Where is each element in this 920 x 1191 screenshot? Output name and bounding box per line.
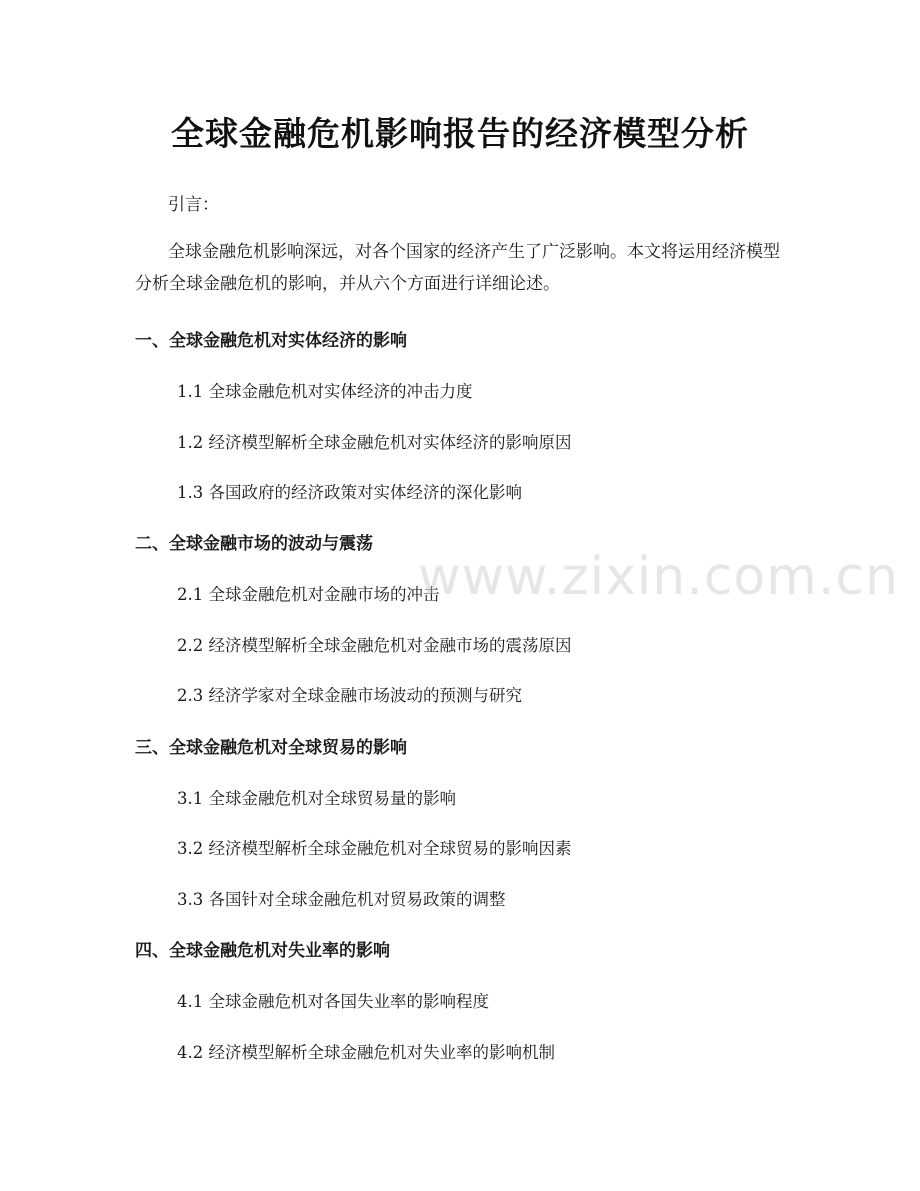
section-heading-4: 四、全球金融危机对失业率的影响 [135,941,390,961]
subsection-2-2: 2.2 经济模型解析全球金融危机对金融市场的震荡原因 [177,636,572,655]
section-heading-2: 二、全球金融市场的波动与震荡 [135,534,373,554]
subsection-2-3: 2.3 经济学家对全球金融市场波动的预测与研究 [177,686,522,705]
subsection-3-2: 3.2 经济模型解析全球金融危机对全球贸易的影响因素 [177,839,572,858]
subsection-4-2: 4.2 经济模型解析全球金融危机对失业率的影响机制 [177,1043,555,1062]
document-title: 全球金融危机影响报告的经济模型分析 [171,114,749,153]
subsection-1-3: 1.3 各国政府的经济政策对实体经济的深化影响 [177,483,522,502]
intro-paragraph: 全球金融危机影响深远，对各个国家的经济产生了广泛影响。本文将运用经济模型分析全球金融危机的影响，并从六个方面进行详细论述。 [135,242,780,294]
intro-label: 引言： [168,195,219,215]
subsection-1-1: 1.1 全球金融危机对实体经济的冲击力度 [177,382,473,401]
subsection-2-1: 2.1 全球金融危机对金融市场的冲击 [177,585,440,604]
subsection-1-2: 1.2 经济模型解析全球金融危机对实体经济的影响原因 [177,433,572,452]
subsection-4-1: 4.1 全球金融危机对各国失业率的影响程度 [177,992,489,1011]
subsection-3-3: 3.3 各国针对全球金融危机对贸易政策的调整 [177,890,506,909]
section-heading-1: 一、全球金融危机对实体经济的影响 [135,331,407,351]
watermark: www.zixin.com.cn [418,547,899,607]
subsection-3-1: 3.1 全球金融危机对全球贸易量的影响 [177,789,456,808]
section-heading-3: 三、全球金融危机对全球贸易的影响 [135,738,407,758]
